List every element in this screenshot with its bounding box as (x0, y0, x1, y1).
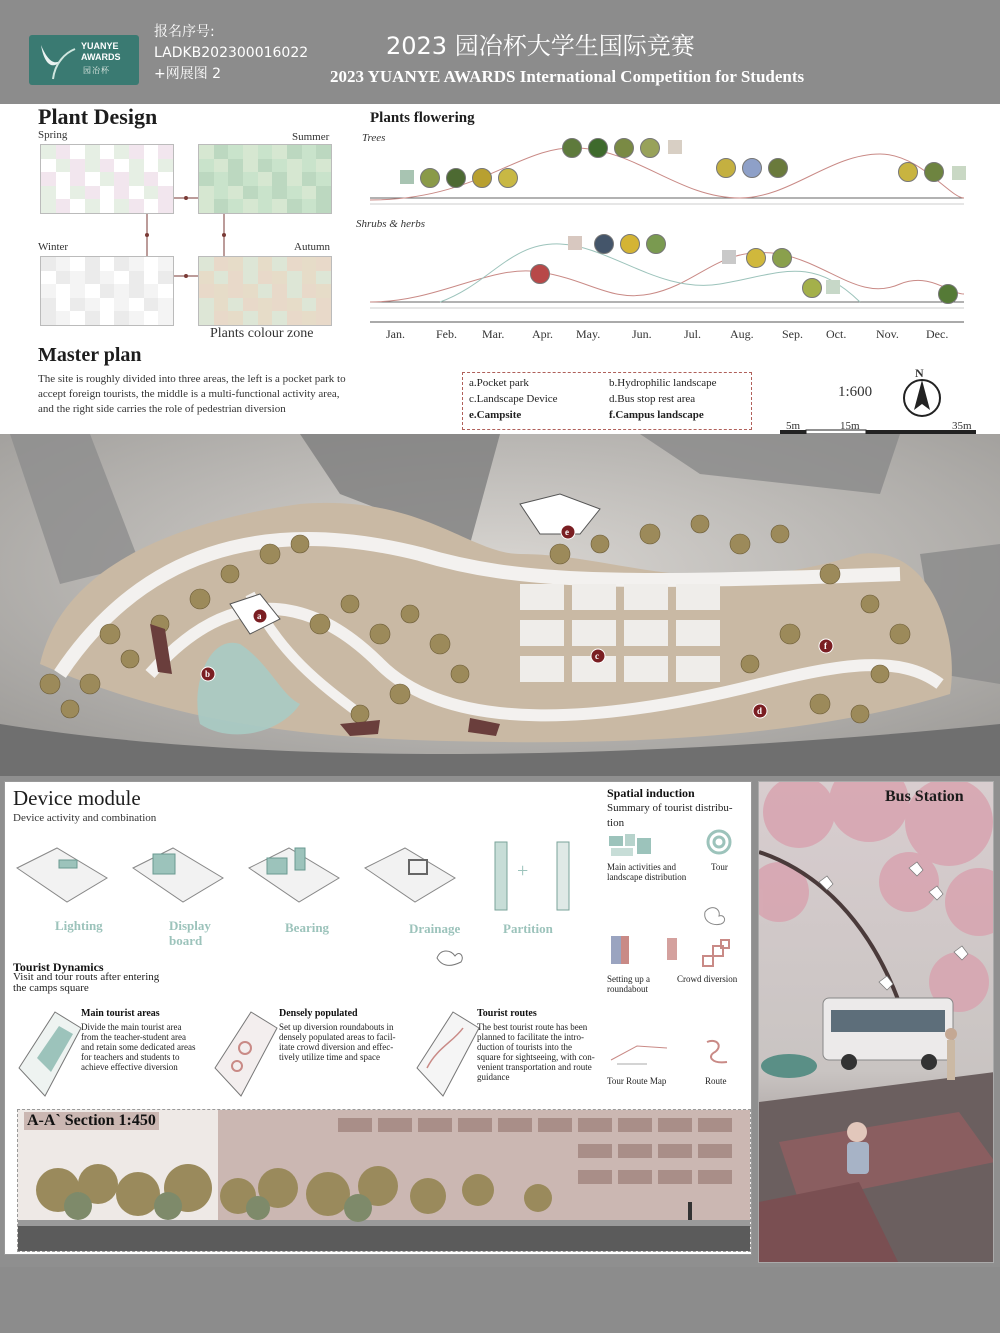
card-densely-populated-title: Densely populated (279, 1008, 358, 1019)
tree-colour-swatch (400, 170, 414, 184)
autumn-label: Autumn (294, 241, 331, 253)
shrub-flower-thumbnail (620, 234, 640, 254)
month-mar: Mar. (482, 327, 505, 341)
master-plan-legend (462, 372, 752, 430)
plants-flowering-title: Plants flowering (370, 110, 475, 126)
shrub-flower-thumbnail (594, 234, 614, 254)
shrubs-herbs-label: Shrubs & herbs (356, 218, 426, 230)
logo-wordmark: YUANYE AWARDS (81, 41, 121, 62)
legend-item-c: c.Landscape Device (469, 393, 558, 405)
device-isometric-drawings (13, 838, 483, 922)
route-map-icon (607, 1034, 737, 1072)
shrub-colour-swatch (722, 250, 736, 264)
plants-colour-zone-caption: Plants colour zone (210, 326, 314, 341)
device-module-panel (4, 781, 752, 1255)
master-plan-title: Master plan (38, 344, 142, 366)
logo-chinese: 园冶杯 (83, 66, 110, 75)
tree-flower-thumbnail (924, 162, 944, 182)
marker-label-f: f (824, 641, 827, 651)
card-tourist-routes-title: Tourist routes (477, 1008, 537, 1019)
roundabout-icon (607, 932, 687, 968)
tree-flower-thumbnail (614, 138, 634, 158)
tree-flower-thumbnail (716, 158, 736, 178)
crowd-diversion-icon (695, 902, 743, 978)
shrub-flower-thumbnail (938, 284, 958, 304)
spring-label: Spring (38, 129, 68, 141)
month-feb: Feb. (436, 327, 457, 341)
tree-flower-thumbnail (472, 168, 492, 188)
activities-distribution-icon (607, 832, 653, 858)
month-dec: Dec. (926, 327, 949, 341)
main-tourist-areas-diagram (15, 1008, 85, 1100)
month-oct: Oct. (826, 327, 847, 341)
device-label-display-board: Display board (169, 918, 211, 948)
master-plan-description: The site is roughly divided into three areas, the left is a pocket park to accept foreign tourists, the middle is a multi-functional activity area, and the right side carries the role of pedestrian diversion (38, 373, 346, 415)
trees-label: Trees (362, 132, 386, 144)
section-drawing (17, 1109, 751, 1252)
season-arrows (0, 104, 360, 344)
month-may: May. (576, 327, 601, 341)
tourist-dynamics-subtitle: Visit and tour routs after entering the camps square (13, 971, 160, 994)
tree-flower-thumbnail (562, 138, 582, 158)
section-title: A-A` Section 1:450 (24, 1112, 159, 1130)
month-jun: Jun. (632, 327, 652, 341)
tree-colour-swatch (952, 166, 966, 180)
shrub-flower-thumbnail (772, 248, 792, 268)
legend-item-f: f.Campus landscape (609, 409, 704, 421)
tree-flower-thumbnail (498, 168, 518, 188)
bus-station-illustration (759, 782, 994, 1263)
shrub-colour-swatch (568, 236, 582, 250)
bus-station-title: Bus Station (885, 788, 964, 805)
marker-label-c: c (595, 651, 599, 661)
scale-mark-35m: 35m (952, 420, 972, 432)
tree-flower-thumbnail (768, 158, 788, 178)
card-densely-populated-text: Set up diversion roundabouts in densely populated areas to facil- itate crowd diversion and effec- tively utilize time and space (279, 1022, 396, 1062)
bus-station-render (758, 781, 994, 1263)
tree-flower-thumbnail (742, 158, 762, 178)
partition-drawing (491, 838, 581, 918)
route-label: Route (705, 1076, 727, 1086)
marker-label-e: e (565, 527, 569, 537)
north-arrow-icon (900, 376, 944, 420)
legend-item-d: d.Bus stop rest area (609, 393, 696, 405)
registration-number: LADKB202300016022 (154, 45, 309, 61)
shrub-flower-thumbnail (646, 234, 666, 254)
shrub-flower-thumbnail (802, 278, 822, 298)
device-module-subtitle: Device activity and combination (13, 812, 157, 824)
yuanye-logo (29, 35, 139, 85)
month-jan: Jan. (386, 327, 405, 341)
board-label: +网展图 2 (154, 66, 222, 82)
month-nov: Nov. (876, 327, 899, 341)
section-illustration (18, 1110, 751, 1252)
roundabout-label: Setting up a roundabout (607, 974, 650, 994)
tree-flower-thumbnail (898, 162, 918, 182)
winter-label: Winter (38, 241, 69, 253)
tree-flower-thumbnail (446, 168, 466, 188)
flowering-timeline-chart (360, 124, 972, 334)
competition-title-english: 2023 YUANYE AWARDS International Competition for Students (330, 67, 805, 86)
plan-scale: 1:600 (838, 384, 873, 400)
registration-label: 报名序号: (154, 24, 215, 40)
month-aug: Aug. (730, 327, 754, 341)
crowd-diversion-label: Crowd diversion (677, 974, 738, 984)
legend-item-e: e.Campsite (469, 409, 522, 421)
month-jul: Jul. (684, 327, 702, 341)
master-plan-map (0, 434, 1000, 776)
legend-item-a: a.Pocket park (469, 377, 529, 389)
logo-leaf-icon (35, 39, 77, 81)
device-label-partition: Partition (503, 921, 553, 936)
card-tourist-routes-text: The best tourist route has been planned to facilitate the intro- duction of tourists into the square for sightseeing, with con- venient transportation and route guidance (477, 1022, 595, 1082)
shrub-colour-swatch (826, 280, 840, 294)
device-label-lighting: Lighting (55, 918, 103, 933)
main-activities-label: Main activities and landscape distribution (607, 862, 687, 882)
card-main-tourist-areas-title: Main tourist areas (81, 1008, 160, 1019)
month-sep: Sep. (782, 327, 803, 341)
header-bar (0, 0, 1000, 104)
device-module-title: Device module (13, 786, 141, 810)
scale-mark-15m: 15m (840, 420, 860, 432)
shrub-flower-thumbnail (530, 264, 550, 284)
spatial-induction-title: Spatial induction (607, 786, 695, 800)
tourist-routes-diagram (413, 1008, 483, 1100)
marker-label-b: b (205, 669, 211, 679)
marker-label-d: d (757, 706, 763, 716)
legend-item-b: b.Hydrophilic landscape (609, 377, 717, 389)
north-label: N (915, 366, 924, 380)
top-board (0, 104, 1000, 776)
device-label-bearing: Bearing (285, 920, 330, 935)
tree-flower-thumbnail (640, 138, 660, 158)
marker-label-a: a (257, 611, 262, 621)
tour-label: Tour (711, 862, 728, 872)
registration-block (154, 22, 308, 85)
tour-icon (705, 828, 733, 856)
tree-flower-thumbnail (588, 138, 608, 158)
tree-flower-thumbnail (420, 168, 440, 188)
densely-populated-diagram (211, 1008, 281, 1100)
card-main-tourist-areas-text: Divide the main tourist area from the teacher-student area and retain some dedicated areas for teachers and students to achieve effective diversion (81, 1022, 196, 1072)
plant-design-title: Plant Design (38, 104, 158, 129)
tourist-dynamics-title: Tourist Dynamics (13, 960, 104, 974)
spatial-induction-subtitle: Summary of tourist distribu- tion (607, 802, 733, 829)
month-apr: Apr. (532, 327, 553, 341)
device-label-drainage: Drainage (409, 921, 461, 936)
partition-plus: + (517, 860, 529, 882)
summer-label: Summer (292, 131, 330, 143)
scale-mark-5m: 5m (786, 420, 801, 432)
footer-bar (0, 1267, 1000, 1333)
tree-colour-swatch (668, 140, 682, 154)
tour-route-map-label: Tour Route Map (607, 1076, 667, 1086)
competition-title-chinese: 2023 园冶杯大学生国际竞赛 (386, 32, 695, 60)
shrub-flower-thumbnail (746, 248, 766, 268)
drainage-water-icon (433, 944, 467, 970)
